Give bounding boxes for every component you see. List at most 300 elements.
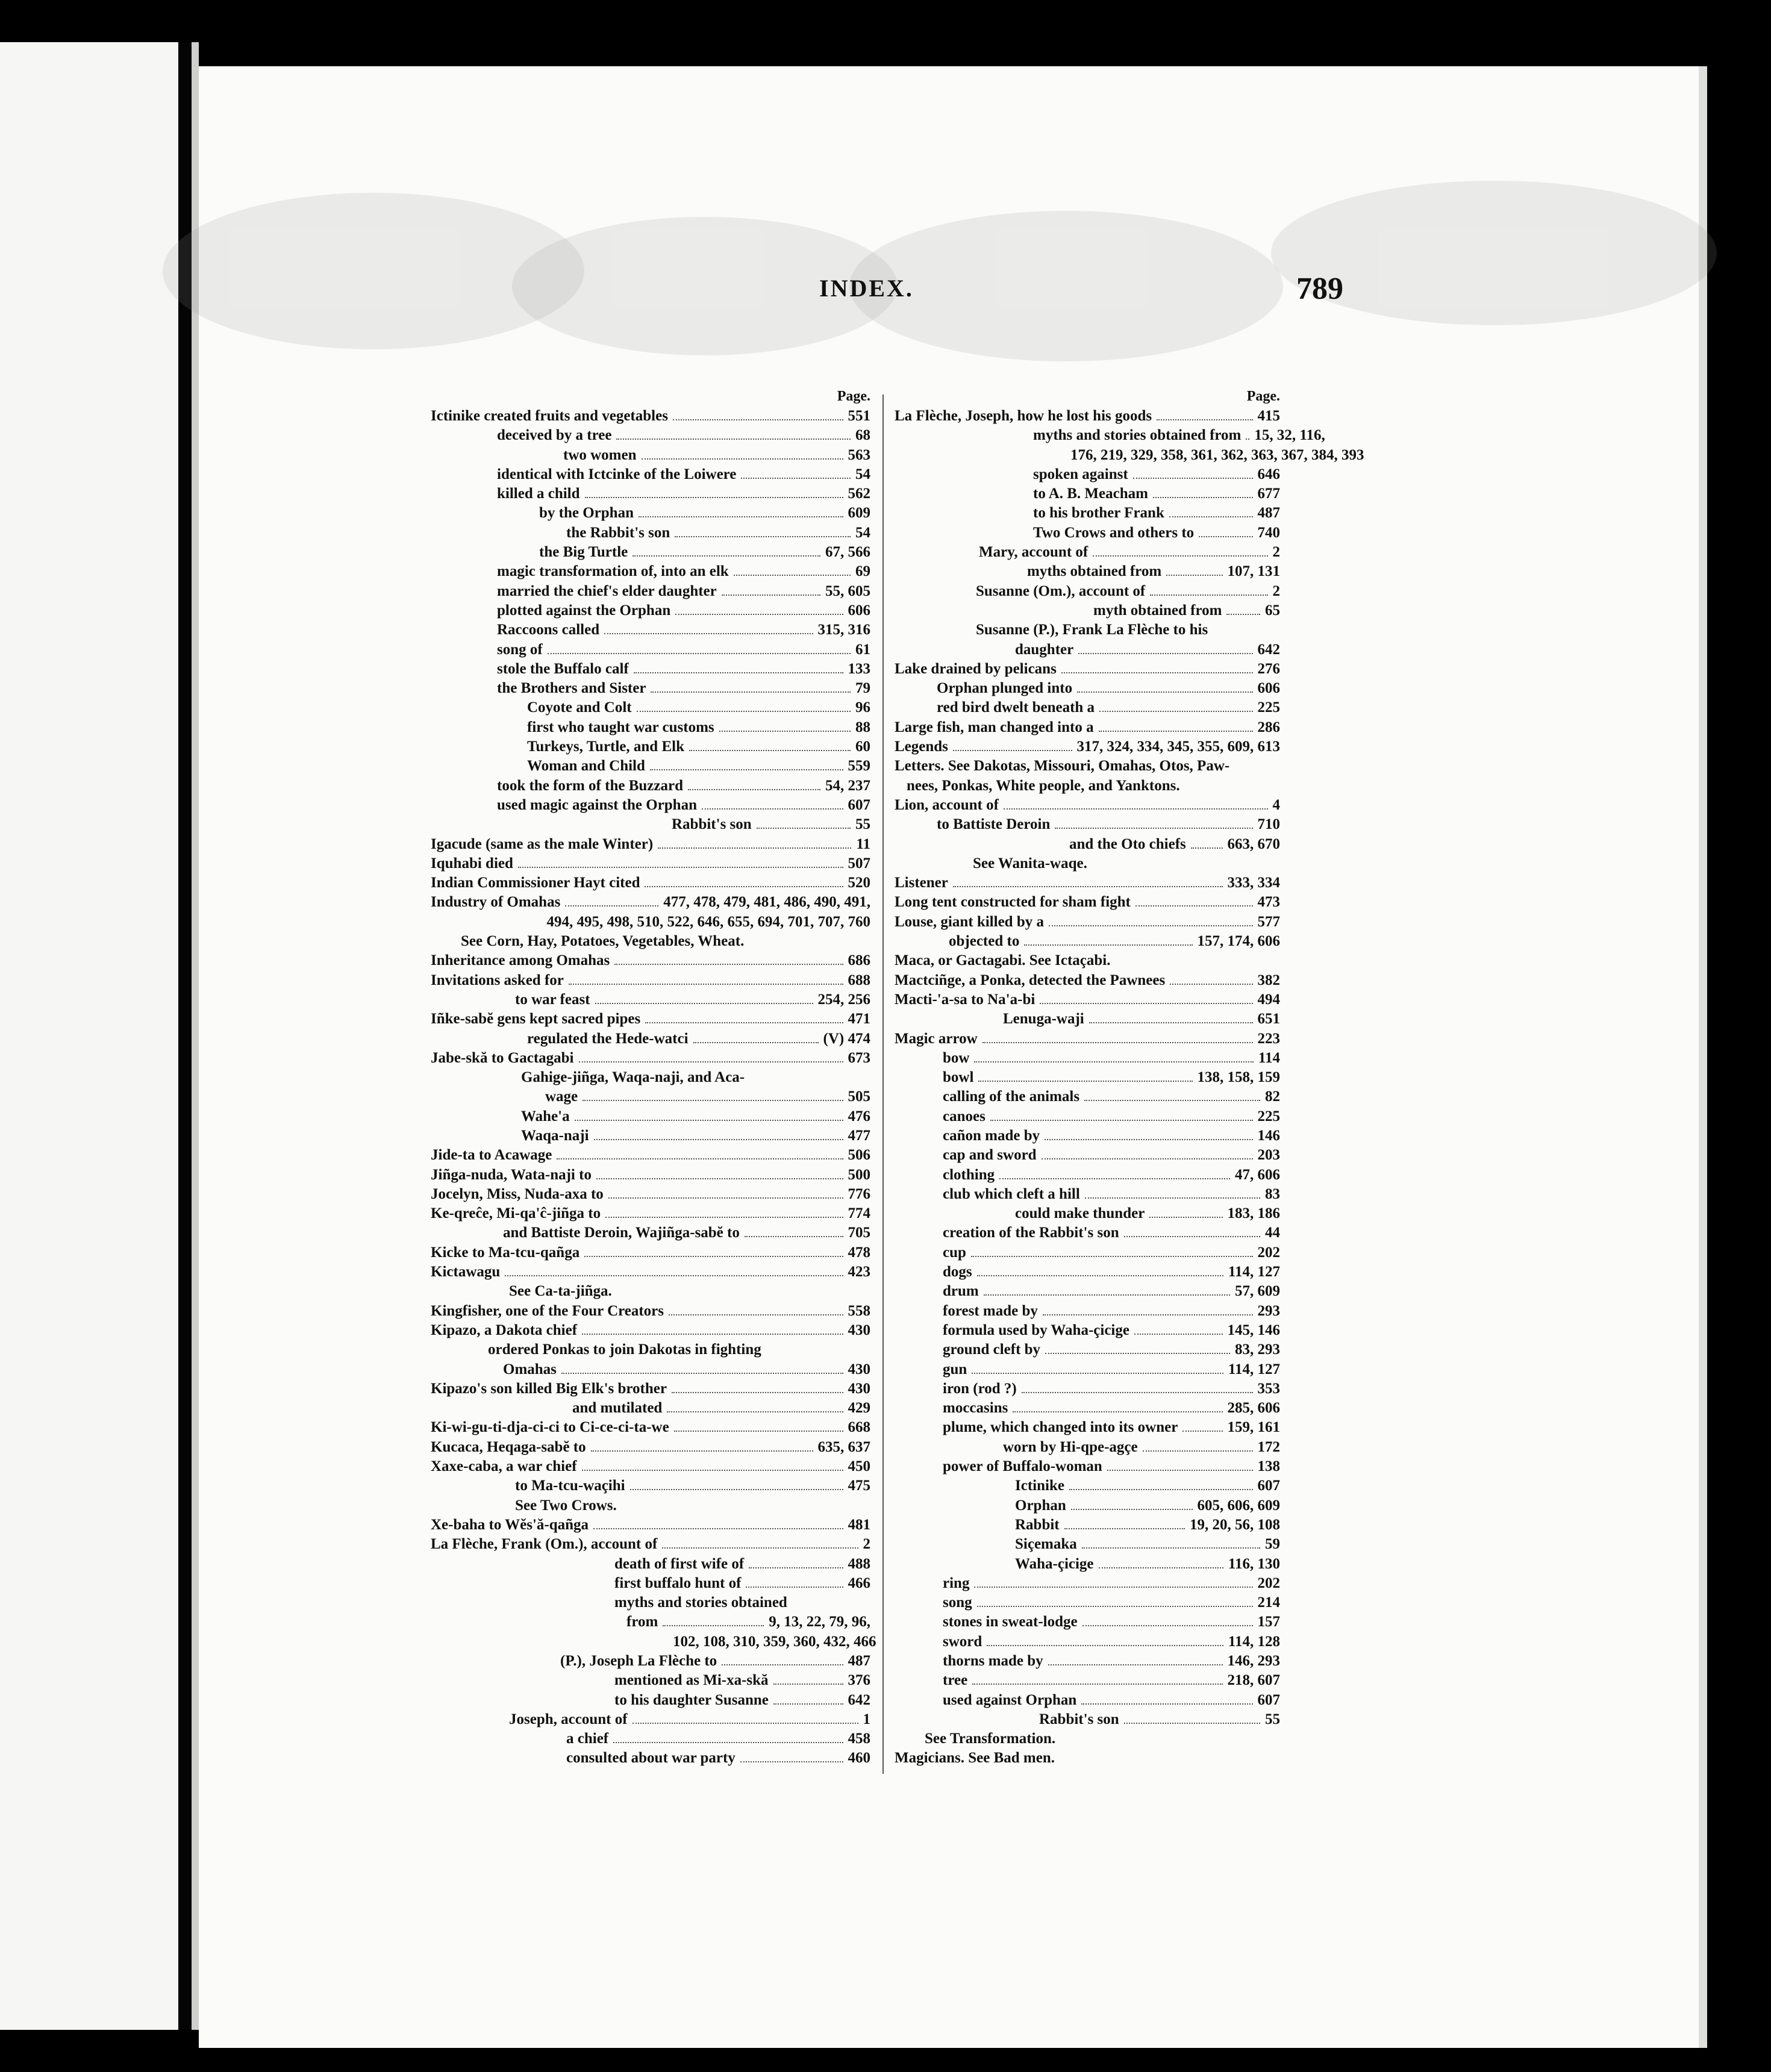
page-reference: 688 <box>848 972 870 988</box>
entry-text: Mactciñge, a Ponka, detected the Pawnees <box>895 972 1166 988</box>
index-entry <box>895 1031 1280 1050</box>
index-entry <box>431 836 870 855</box>
entry-text: Rabbit's son <box>672 816 752 833</box>
page-reference: 4 <box>1272 796 1280 813</box>
dot-leader <box>674 1431 843 1432</box>
page-reference: 607 <box>1257 1691 1280 1708</box>
dot-leader <box>1081 1703 1252 1705</box>
entry-text: Xaxe-caba, a war chief <box>431 1458 577 1475</box>
index-entry <box>431 602 870 622</box>
index-entry <box>431 699 870 719</box>
dot-leader <box>974 1061 1253 1063</box>
index-entry <box>431 1497 870 1517</box>
index-entry <box>895 1575 1280 1594</box>
page-reference: 138 <box>1257 1458 1280 1475</box>
index-entry <box>431 1361 870 1381</box>
dot-leader <box>1166 575 1222 576</box>
column-page-heading <box>431 388 870 408</box>
entry-text: consulted about war party <box>566 1750 736 1767</box>
entry-text: Woman and Child <box>527 758 645 775</box>
dot-leader <box>1040 1003 1252 1004</box>
index-entry <box>895 1108 1280 1128</box>
page-reference: 478 <box>848 1244 870 1261</box>
index-entry <box>431 1108 870 1128</box>
index-entry <box>431 1633 876 1653</box>
entry-text: worn by Hi-qpe-agçe <box>1003 1438 1138 1455</box>
dot-leader <box>594 1139 843 1140</box>
entry-text: used magic against the Orphan <box>497 796 697 813</box>
page-reference: 740 <box>1257 524 1280 541</box>
index-entry <box>431 1128 870 1147</box>
entry-text: myths obtained from <box>1027 563 1162 580</box>
entry-text: identical with Ictcinke of the Loiwere <box>497 466 737 482</box>
dot-leader <box>605 1217 843 1218</box>
dot-leader <box>1170 984 1252 985</box>
dot-leader <box>591 1450 813 1452</box>
dot-leader <box>953 750 1072 751</box>
page-reference: 577 <box>1257 913 1280 930</box>
index-entry <box>895 427 1325 446</box>
page-reference: 47, 606 <box>1235 1166 1280 1183</box>
entry-text: dogs <box>943 1264 972 1281</box>
entry-text: Kictawagu <box>431 1264 501 1281</box>
index-entry <box>895 1011 1280 1030</box>
page-reference: 494, 495, 498, 510, 522, 646, 655, 694, 701, 707, 760 <box>546 913 870 930</box>
page-reference: 382 <box>1257 972 1280 988</box>
dot-leader <box>1085 1197 1260 1199</box>
dot-leader <box>1143 1450 1253 1452</box>
page-reference: 673 <box>848 1049 870 1066</box>
index-entry <box>431 1594 870 1614</box>
entry-text: Letters. See Dakotas, Missouri, Omahas, Otos, Paw- <box>895 758 1230 775</box>
index-entry <box>431 1556 870 1575</box>
dot-leader <box>1124 1723 1260 1724</box>
dot-leader <box>999 1178 1230 1179</box>
dot-leader <box>1045 1139 1252 1140</box>
dot-leader <box>974 1587 1252 1588</box>
book-gutter <box>178 42 192 2030</box>
page-reference: 562 <box>848 485 870 502</box>
dot-leader <box>1199 536 1252 537</box>
index-entry <box>431 408 870 427</box>
dot-leader <box>1082 1547 1260 1549</box>
entry-text: Susanne (P.), Frank La Flèche to his <box>976 622 1208 638</box>
entry-text: Long tent constructed for sham fight <box>895 894 1131 911</box>
entry-text: thorns made by <box>943 1653 1043 1669</box>
dot-leader <box>675 614 843 615</box>
dot-leader <box>658 847 851 849</box>
dot-leader <box>1191 847 1223 849</box>
entry-text: Rabbit <box>1015 1516 1060 1533</box>
page-reference: 54 <box>855 524 870 541</box>
page-reference: 774 <box>848 1205 870 1222</box>
page-edge <box>1699 66 1707 2048</box>
entry-text: red bird dwelt beneath a <box>937 699 1095 716</box>
entry-text: by the Orphan <box>539 505 634 522</box>
entry-text: the Rabbit's son <box>566 524 670 541</box>
entry-text: Wahe'a <box>521 1108 570 1125</box>
entry-text: myths and stories obtained from <box>1033 427 1242 444</box>
index-entry <box>895 1341 1280 1361</box>
dot-leader <box>1077 691 1252 693</box>
entry-text: Waqa-naji <box>521 1127 589 1144</box>
dot-leader <box>1093 555 1267 557</box>
index-entry <box>431 914 870 933</box>
dot-leader <box>972 1373 1223 1374</box>
entry-text: used against Orphan <box>943 1691 1077 1708</box>
page-reference: 146 <box>1257 1127 1280 1144</box>
entry-text: could make thunder <box>1015 1205 1145 1222</box>
page-reference: 458 <box>848 1730 870 1747</box>
entry-text: a chief <box>566 1730 609 1747</box>
entry-text: and mutilated <box>572 1400 663 1417</box>
entry-text: Jabe-skă to Gactagabi <box>431 1049 574 1066</box>
entry-text: Raccoons called <box>497 622 600 638</box>
dot-leader <box>1064 1528 1185 1529</box>
index-entry <box>431 816 870 835</box>
page-reference: 646 <box>1257 466 1280 482</box>
dot-leader <box>1124 1236 1260 1237</box>
dot-leader <box>645 886 843 887</box>
entry-text: wage <box>545 1088 578 1105</box>
entry-text: See Transformation. <box>925 1730 1056 1747</box>
entry-text: the Brothers and Sister <box>497 680 646 697</box>
entry-text: first buffalo hunt of <box>614 1574 742 1591</box>
index-entry <box>895 894 1280 913</box>
entry-text: regulated the Hede-watci <box>527 1030 689 1047</box>
index-entry <box>431 1614 870 1633</box>
entry-text: myth obtained from <box>1093 602 1222 619</box>
entry-text: See Wanita-waqe. <box>973 855 1087 872</box>
index-entry <box>895 972 1280 991</box>
entry-text: bowl <box>943 1069 974 1086</box>
entry-text: myths and stories obtained <box>614 1594 787 1611</box>
entry-text: gun <box>943 1361 967 1378</box>
entry-text: Macti-'a-sa to Na'a-bi <box>895 991 1035 1008</box>
page-reference: 430 <box>848 1322 870 1338</box>
entry-text: moccasins <box>943 1400 1008 1417</box>
index-entry <box>895 1264 1280 1283</box>
entry-text: Industry of Omahas <box>431 894 561 911</box>
index-entry <box>431 1750 870 1769</box>
entry-text: Magicians. See Bad men. <box>895 1750 1055 1767</box>
index-entry <box>895 1458 1280 1478</box>
entry-text: Kucaca, Heqaga-sabĕ to <box>431 1438 586 1455</box>
dot-leader <box>630 1489 843 1490</box>
page-reference: 183, 186 <box>1227 1205 1280 1222</box>
entry-text: Omahas <box>503 1361 557 1378</box>
entry-text: Ke-qreĉe, Mi-qa'ĉ-jiñga to <box>431 1205 601 1222</box>
page-reference: (V) 474 <box>823 1030 870 1047</box>
dot-leader <box>1061 672 1253 673</box>
index-entry <box>895 1614 1280 1633</box>
index-entry <box>895 1653 1280 1672</box>
entry-text: to A. B. Meacham <box>1033 485 1148 502</box>
entry-text: Coyote and Colt <box>527 699 632 716</box>
entry-text: power of Buffalo-woman <box>943 1458 1102 1475</box>
page-reference: 609 <box>848 505 870 522</box>
page-reference: 505 <box>848 1088 870 1105</box>
index-entry <box>895 505 1280 524</box>
dot-leader <box>977 1275 1223 1276</box>
entry-text: Inheritance among Omahas <box>431 952 610 969</box>
page-reference: 225 <box>1257 1108 1280 1125</box>
page-reference: 477 <box>848 1127 870 1144</box>
entry-text: Iñke-sabĕ gens kept sacred pipes <box>431 1011 641 1028</box>
page-reference: 55 <box>855 816 870 833</box>
page-reference: 59 <box>1265 1536 1280 1553</box>
dot-leader <box>1049 925 1253 926</box>
index-entry <box>431 758 870 777</box>
page-reference: 57, 609 <box>1235 1283 1280 1300</box>
dot-leader <box>565 905 658 906</box>
page-reference: 285, 606 <box>1227 1400 1280 1417</box>
entry-text: stones in sweat-lodge <box>943 1614 1078 1630</box>
page-reference: 54, 237 <box>825 777 870 794</box>
dot-leader <box>1182 1431 1222 1432</box>
facing-page-edge <box>0 42 178 2030</box>
page-reference: 79 <box>855 680 870 697</box>
page-reference: 202 <box>1257 1574 1280 1591</box>
page-reference: 606 <box>1257 680 1280 697</box>
index-entry <box>895 485 1280 505</box>
page-reference: 415 <box>1257 408 1280 424</box>
dot-leader <box>579 1061 843 1063</box>
dot-leader <box>990 1120 1253 1121</box>
index-entry <box>431 1322 870 1341</box>
page-reference: 317, 324, 334, 345, 355, 609, 613 <box>1076 738 1280 755</box>
index-entry <box>895 1186 1280 1205</box>
index-entry <box>431 1575 870 1594</box>
index-entry <box>431 797 870 816</box>
page-reference: 67, 566 <box>825 544 870 561</box>
dot-leader <box>557 1158 843 1159</box>
index-entry <box>431 778 870 797</box>
dot-leader <box>632 1723 858 1724</box>
page-reference: 473 <box>1257 894 1280 911</box>
dot-leader <box>971 1256 1253 1257</box>
entry-text: ordered Ponkas to join Dakotas in fighting <box>488 1341 761 1358</box>
dot-leader <box>688 789 820 790</box>
page-reference: 710 <box>1257 816 1280 833</box>
page-reference: 83 <box>1265 1185 1280 1202</box>
dot-leader <box>1078 653 1252 654</box>
entry-text: Two Crows and others to <box>1033 524 1195 541</box>
page-reference: 96 <box>855 699 870 716</box>
page-reference: 68 <box>855 427 870 444</box>
page-reference: 450 <box>848 1458 870 1475</box>
dot-leader <box>608 1197 843 1199</box>
index-entry <box>895 622 1280 641</box>
index-entry <box>895 1497 1280 1517</box>
index-entry <box>431 1167 870 1186</box>
entry-text: cañon made by <box>943 1127 1040 1144</box>
page-reference: 705 <box>848 1225 870 1241</box>
entry-text: Jocelyn, Miss, Nuda-axa to <box>431 1185 604 1202</box>
page-reference: 776 <box>848 1185 870 1202</box>
page-reference: 114, 127 <box>1228 1264 1280 1281</box>
page-reference: 82 <box>1265 1088 1280 1105</box>
entry-text: Kipazo, a Dakota chief <box>431 1322 578 1338</box>
dot-leader <box>672 1392 843 1393</box>
page-reference: 116, 130 <box>1228 1555 1280 1572</box>
dot-leader <box>645 1022 843 1023</box>
index-entry <box>895 1381 1280 1400</box>
index-entry <box>431 1672 870 1691</box>
index-entry <box>431 1419 870 1438</box>
index-entry <box>895 1322 1280 1341</box>
entry-text: Mary, account of <box>979 544 1089 561</box>
index-entry <box>431 1244 870 1264</box>
entry-text: song of <box>497 641 543 658</box>
index-entry <box>895 991 1280 1011</box>
page-reference: 11 <box>856 835 870 852</box>
entry-text: canoes <box>943 1108 985 1125</box>
entry-text: Lake drained by pelicans <box>895 660 1057 677</box>
index-entry <box>895 933 1280 952</box>
entry-text: spoken against <box>1033 466 1128 482</box>
index-entry <box>431 1341 870 1361</box>
dot-leader <box>673 419 843 420</box>
page-reference: 223 <box>1257 1030 1280 1047</box>
index-entry <box>431 894 870 913</box>
entry-text: calling of the animals <box>943 1088 1080 1105</box>
page-reference: 114, 127 <box>1228 1361 1280 1378</box>
entry-text: Siçemaka <box>1015 1536 1077 1553</box>
dot-leader <box>548 653 851 654</box>
dot-leader <box>650 769 843 770</box>
dot-leader <box>1082 1625 1253 1626</box>
page-reference: 146, 293 <box>1227 1653 1280 1669</box>
page-reference: 430 <box>848 1380 870 1397</box>
page-reference: 15, 32, 116, <box>1254 427 1325 444</box>
index-entry <box>431 738 870 758</box>
page-reference: 19, 20, 56, 108 <box>1190 1516 1280 1533</box>
running-title: INDEX. <box>819 275 914 302</box>
index-entry <box>895 1303 1280 1322</box>
entry-text: forest made by <box>943 1302 1038 1319</box>
page-reference: 61 <box>855 641 870 658</box>
page-reference: 487 <box>848 1653 870 1669</box>
dot-leader <box>1149 1217 1222 1218</box>
entry-text: to war feast <box>515 991 590 1008</box>
index-entry <box>895 914 1280 933</box>
entry-text: Listener <box>895 875 948 891</box>
dot-leader <box>663 1625 764 1626</box>
dot-leader <box>584 1256 843 1257</box>
dot-leader <box>667 1411 843 1412</box>
index-entry <box>895 1672 1280 1691</box>
index-entry <box>431 1264 870 1283</box>
page-reference: 507 <box>848 855 870 872</box>
dot-leader <box>984 1294 1230 1296</box>
entry-text: clothing <box>943 1166 995 1183</box>
entry-text: Invitations asked for <box>431 972 564 988</box>
dot-leader <box>1169 516 1253 517</box>
page-label: Page. <box>837 388 870 404</box>
entry-text: sword <box>943 1633 982 1650</box>
index-entry <box>431 525 870 544</box>
index-entry <box>895 952 1280 972</box>
page-reference: 663, 670 <box>1227 835 1280 852</box>
dot-leader <box>722 594 820 596</box>
page-reference: 607 <box>848 796 870 813</box>
index-entry <box>431 719 870 738</box>
entry-text: Jiñga-nuda, Wata-naji to <box>431 1166 592 1183</box>
entry-text: Ki-wi-gu-ti-dja-ci-ci to Ci-ce-ci-ta-we <box>431 1419 669 1436</box>
page-reference: 430 <box>848 1361 870 1378</box>
page-reference: 466 <box>848 1574 870 1591</box>
page-reference: 605, 606, 609 <box>1197 1497 1280 1514</box>
entry-text: Gahige-jiñga, Waqa-naji, and Aca- <box>521 1069 745 1086</box>
dot-leader <box>1134 1334 1223 1335</box>
entry-text: to his daughter Susanne <box>614 1691 769 1708</box>
entry-text: and Battiste Deroin, Wajiñga-sabĕ to <box>503 1225 740 1241</box>
dot-leader <box>1246 438 1249 440</box>
page-reference: 551 <box>848 408 870 424</box>
dot-leader <box>977 1606 1253 1607</box>
page-reference: 642 <box>848 1691 870 1708</box>
index-entry <box>895 680 1280 699</box>
index-entry <box>895 1088 1280 1108</box>
index-entry <box>895 583 1280 602</box>
entry-text: tree <box>943 1672 968 1689</box>
index-entry <box>895 1225 1280 1244</box>
page-reference: 276 <box>1257 660 1280 677</box>
page-reference: 333, 334 <box>1227 875 1280 891</box>
page-reference: 172 <box>1257 1438 1280 1455</box>
index-entry <box>895 836 1280 855</box>
index-entry <box>431 875 870 894</box>
page-reference: 353 <box>1257 1380 1280 1397</box>
page-reference: 471 <box>848 1011 870 1028</box>
index-entry <box>895 563 1280 582</box>
page-reference: 55 <box>1265 1711 1280 1727</box>
dot-leader <box>575 1120 843 1121</box>
index-entry <box>895 446 1364 466</box>
entry-text: Igacude (same as the male Winter) <box>431 835 654 852</box>
entry-text: daughter <box>1015 641 1074 658</box>
page-reference: 423 <box>848 1264 870 1281</box>
entry-text: (P.), Joseph La Flèche to <box>560 1653 717 1669</box>
entry-text: married the chief's elder daughter <box>497 582 717 599</box>
entry-text: first who taught war customs <box>527 719 714 735</box>
page-reference: 376 <box>848 1672 870 1689</box>
page-reference: 202 <box>1257 1244 1280 1261</box>
index-entries <box>431 408 876 1770</box>
dot-leader <box>746 1587 843 1588</box>
entry-text: La Flèche, Joseph, how he lost his goods <box>895 408 1152 424</box>
page-reference: 60 <box>855 738 870 755</box>
page-reference: 254, 256 <box>817 991 870 1008</box>
dot-leader <box>675 536 851 537</box>
index-entry <box>895 1730 1280 1750</box>
page-reference: 157, 174, 606 <box>1197 933 1280 950</box>
dot-leader <box>773 1684 843 1685</box>
index-entry <box>431 563 870 582</box>
entry-text: Rabbit's son <box>1039 1711 1119 1727</box>
entry-text: took the form of the Buzzard <box>497 777 683 794</box>
index-entry <box>895 699 1280 719</box>
index-entry <box>431 641 870 661</box>
index-entry <box>431 1225 870 1244</box>
entry-text: to Battiste Deroin <box>937 816 1051 833</box>
dot-leader <box>1135 905 1253 906</box>
dot-leader <box>583 1100 843 1101</box>
entry-text: Legends <box>895 738 948 755</box>
page-reference: 55, 605 <box>825 582 870 599</box>
index-entry <box>431 1478 870 1497</box>
